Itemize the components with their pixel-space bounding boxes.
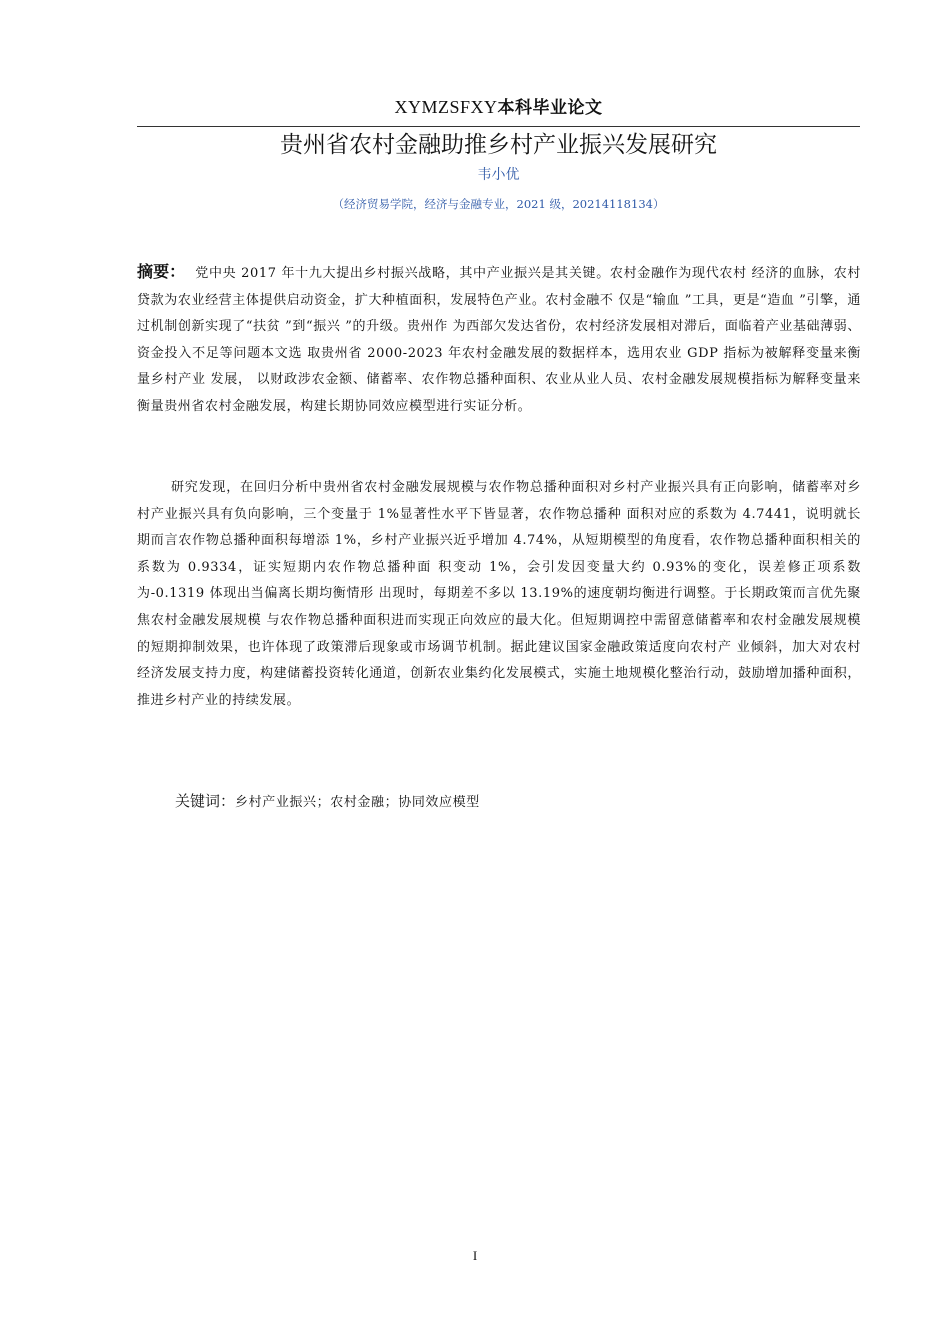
header-label: 本科毕业论文 — [497, 98, 603, 118]
running-header — [137, 96, 860, 119]
keywords-label: 关键词： — [175, 792, 236, 810]
author-affiliation: （经济贸易学院，经济与金融专业，2021 级，20214118134） — [332, 197, 665, 211]
page-number: I — [472, 1248, 478, 1263]
paper-title: 贵州省农村金融助推乡村产业振兴发展研究 — [280, 132, 717, 158]
author-name: 韦小优 — [477, 167, 520, 183]
keywords-text: 乡村产业振兴；农村金融；协同效应模型 — [235, 795, 480, 810]
header-code: XYMZSFXY — [394, 97, 498, 117]
abstract-paragraph — [137, 259, 861, 421]
header-rule — [137, 126, 860, 127]
abstract-label: 摘要： — [137, 262, 186, 281]
keywords-line — [175, 789, 861, 815]
findings-paragraph: 研究发现，在回归分析中贵州省农村金融发展规模与农作物总播种面积对乡村产业振兴具有正向影响，储蓄率对乡村产业振兴具有负向影响，三个变量于 1%显著性水平下皆显著，农作物总播种 面积对应的系数为 4.7441，说明就长期而言农作物总播种面积每增添 1%，乡村产业振兴近乎增加 4.74%，从短期模型的角度看，农作物总播种面积相关的系数为 0.9334，证实短期内农作物总播种面 积变动 1%，会引发因变量大约 0.93%的变化，误差修正项系数为-0.1319 体现出当偏离长期均衡情形 出现时，每期差不多以 13.19%的速度朝均衡进行调整。于长期政策而言优先聚焦农村金融发展规模 与农作物总播种面积进而实现正向效应的最大化。但短期调控中需留意储蓄率和农村金融发展规模 的短期抑制效果，也许体现了政策滞后现象或市场调节机制。据此建议国家金融政策适度向农村产 业倾斜，加大对农村经济发展支持力度，构建储蓄投资转化通道，创新农业集约化发展模式，实施土地规模化整治行动，鼓励增加播种面积，推进乡村产业的持续发展。 — [137, 480, 861, 708]
abstract-text: 党中央 2017 年十九大提出乡村振兴战略，其中产业振兴是其关键。农村金融作为现代农村 经济的血脉，农村贷款为农业经营主体提供启动资金，扩大种植面积，发展特色产业。农村金融不 仅是“输血 ”工具，更是“造血 ”引擎，通过机制创新实现了“扶贫 ”到“振兴 ”的升级。贵州作 为西部欠发达省份，农村经济发展相对滞后，面临着产业基础薄弱、资金投入不足等问题本文选 取贵州省 2000-2023 年农村金融发展的数据样本，选用农业 GDP 指标为被解释变量来衡量乡村产业 发展， 以财政涉农金额、储蓄率、农作物总播种面积、农业从业人员、农村金融发展规模指标为解释变量来衡量贵州省农村金融发展，构建长期协同效应模型进行实证分析。 — [137, 266, 861, 414]
